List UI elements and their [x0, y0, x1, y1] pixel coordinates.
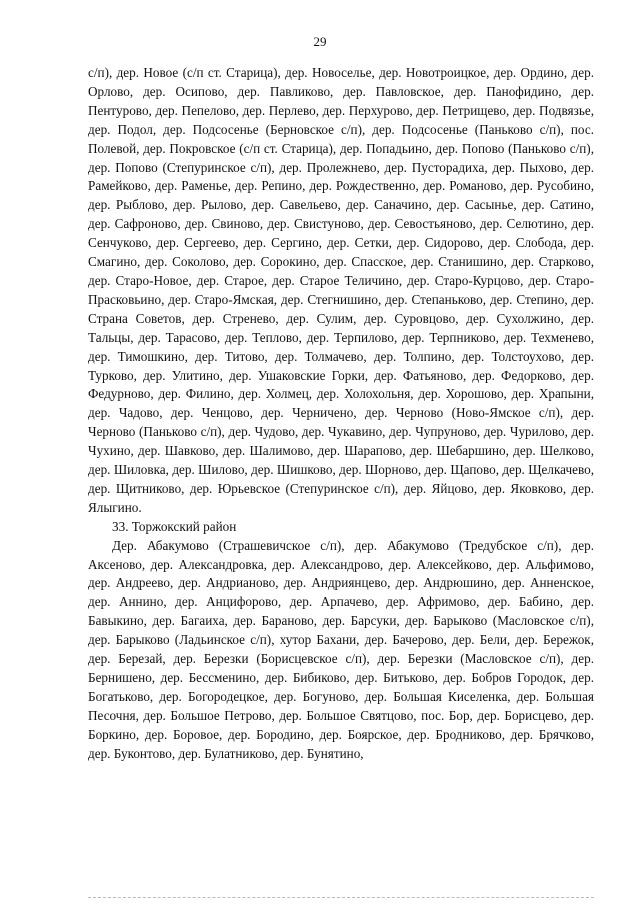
document-body	[88, 64, 594, 764]
paragraph-continuation: с/п), дер. Новое (с/п ст. Старица), дер. Новоселье, дер. Новотроицкое, дер. Ордино, дер. Орлово, дер. Осипово, дер. Павликово, дер. Павловское, дер. Панофидино, дер. Пентурово, дер. Пепелово, дер. Перлево, дер. Перхурово, дер. Петрищево, дер. Подвязье, дер. Подол, дер. Подсосенье (Берновское с/п), дер. Подсосенье (Паньково с/п), пос. Полевой, дер. Покровское (с/п ст. Старица), дер. Попадьино, дер. Попово (Паньково с/п), дер. Попово (Степуринское с/п), дер. Пролежнево, дер. Пусторадиха, дер. Пыхово, дер. Рамейково, дер. Раменье, дер. Репино, дер. Рождественно, дер. Романово, дер. Русобино, дер. Рыблово, дер. Рылово, дер. Савельево, дер. Саначино, дер. Сасынье, дер. Сатино, дер. Сафроново, дер. Свиново, дер. Свистуново, дер. Севостьяново, дер. Селютино, дер. Сенчуково, дер. Сергеево, дер. Сергино, дер. Сетки, дер. Сидорово, дер. Слобода, дер. Смагино, дер. Соколово, дер. Сорокино, дер. Спасское, дер. Станишино, дер. Старково, дер. Старо-Новое, дер. Старое, дер. Старое Теличино, дер. Старо-Курцово, дер. Старо-Прасковьино, дер. Старо-Ямская, дер. Стегнишино, дер. Степаньково, дер. Степино, дер. Страна Советов, дер. Стренево, дер. Сулим, дер. Суровцово, дер. Сухолжино, дер. Тальцы, дер. Тарасово, дер. Теплово, дер. Терпилово, дер. Терпниково, дер. Техменево, дер. Тимошкино, дер. Титово, дер. Толмачево, дер. Толпино, дер. Толстоухово, дер. Турково, дер. Улитино, дер. Ушаковские Горки, дер. Фатьяново, дер. Федорково, дер. Федурново, дер. Филино, дер. Холмец, дер. Холохольня, дер. Хорошово, дер. Храпыни, дер. Чадово, дер. Ченцово, дер. Черничено, дер. Черново (Ново-Ямское с/п), дер. Черново (Паньково с/п), дер. Чудово, дер. Чукавино, дер. Чупруново, дер. Чурилово, дер. Чухино, дер. Шавково, дер. Шалимово, дер. Шарапово, дер. Шебаршино, дер. Шелково, дер. Шиловка, дер. Шилово, дер. Шишково, дер. Шорново, дер. Щапово, дер. Щелкачево, дер. Щитниково, дер. Юрьевское (Степуринское с/п), дер. Яйцово, дер. Яковково, дер. Ялыгино.	[88, 65, 594, 515]
section-paragraph: Дер. Абакумово (Страшевичское с/п), дер. Абакумово (Тредубское с/п), дер. Аксеново, дер. Александровка, дер. Александрово, дер. Алексейково, дер. Альфимово, дер. Андреево, дер. Андрианово, дер. Андриянцево, дер. Андрюшино, дер. Анненское, дер. Аннино, дер. Анцифорово, дер. Арпачево, дер. Афримово, дер. Бабино, дер. Бавыкино, дер. Багаиха, дер. Бараново, дер. Барсуки, дер. Барыково (Масловское с/п), дер. Барыково (Ладьинское с/п), хутор Бахани, дер. Бачерово, дер. Бели, дер. Бережок, дер. Березай, дер. Березки (Борисцевское с/п), дер. Березки (Масловское с/п), дер. Бернишено, дер. Бессменино, дер. Бибиково, дер. Битьково, дер. Бобров Городок, дер. Богатьково, дер. Богородецкое, дер. Богуново, дер. Большая Киселенка, дер. Большая Песочня, дер. Большое Петрово, дер. Большое Святцово, пос. Бор, дер. Борисцево, дер. Боркино, дер. Боровое, дер. Бородино, дер. Боярское, дер. Бродниково, дер. Брячково, дер. Буконтово, дер. Булатниково, дер. Бунятино,	[88, 537, 594, 761]
page-number: 29	[313, 34, 327, 49]
section-heading: 33. Торжокский район	[112, 518, 237, 534]
bottom-divider	[88, 897, 594, 898]
